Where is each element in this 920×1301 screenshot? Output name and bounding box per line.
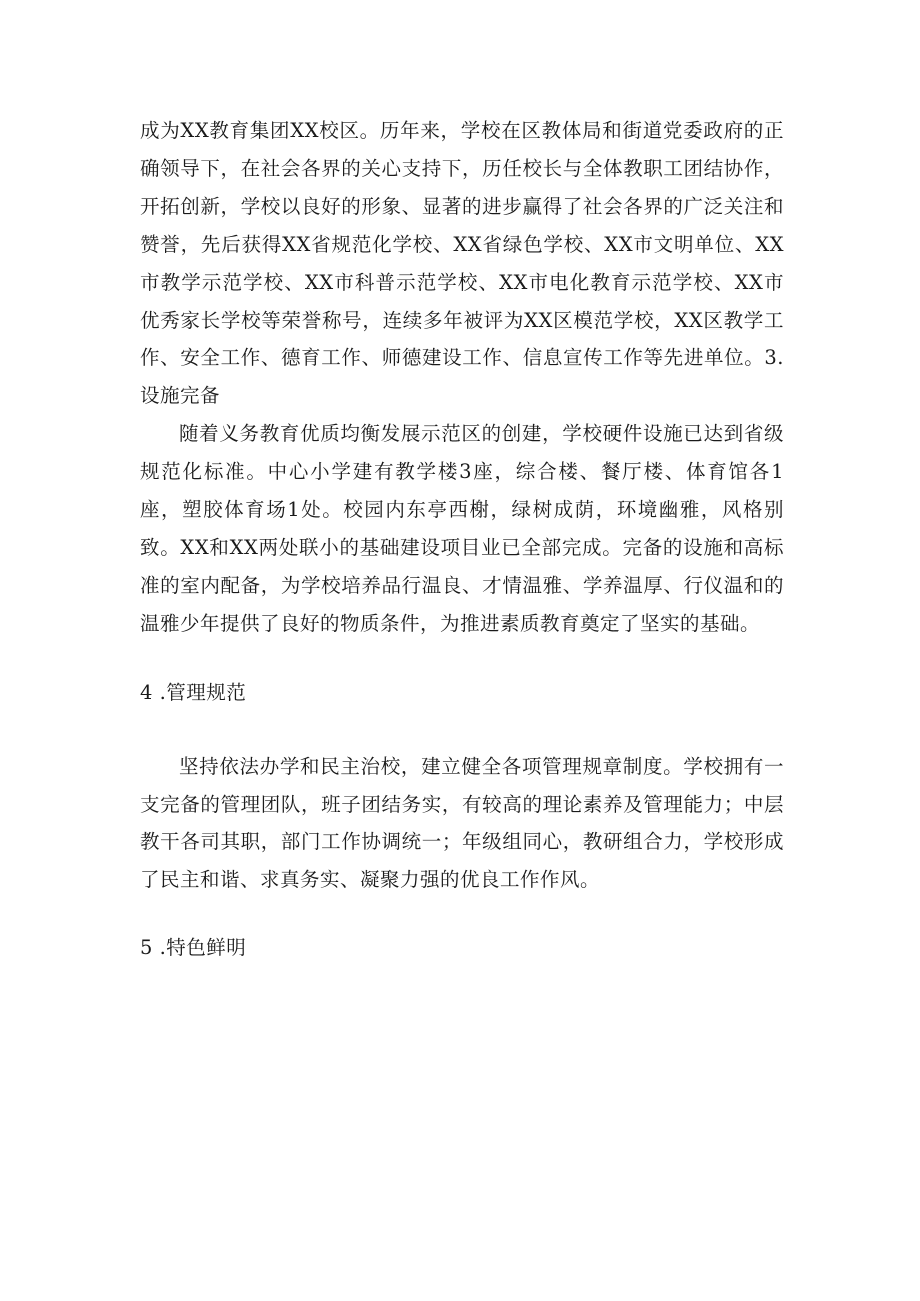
paragraph-school-honors: 成为XX教育集团XX校区。历年来，学校在区教体局和街道党委政府的正确领导下，在社会各界的关心支持下，历任校长与全体教职工团结协作，开拓创新，学校以良好的形象、显著的进步赢得了社会各界的广泛关注和赞誉，先后获得XX省规范化学校、XX省绿色学校、XX市文明单位、XX市教学示范学校、XX市科普示范学校、XX市电化教育示范学校、XX市优秀家长学校等荣誉称号，连续多年被评为XX区模范学校，XX区教学工作、安全工作、德育工作、师德建设工作、信息宣传工作等先进单位。3.设施完备 — [140, 119, 784, 408]
paragraph-management: 坚持依法办学和民主治校，建立健全各项管理规章制度。学校拥有一支完备的管理团队，班子团结务实，有较高的理论素养及管理能力；中层教干各司其职，部门工作协调统一；年级组同心，教研组合力，学校形成了民主和谐、求真务实、凝聚力强的优良工作作风。 — [140, 754, 784, 892]
section-heading-management: 4 .管理规范 — [140, 680, 247, 704]
document-body — [140, 112, 784, 967]
paragraph-facilities: 随着义务教育优质均衡发展示范区的创建，学校硬件设施已达到省级规范化标准。中心小学建有教学楼3座，综合楼、餐厅楼、体育馆各1座，塑胶体育场1处。校园内东亭西榭，绿树成荫，环境幽雅，风格别致。XX和XX两处联小的基础建设项目业已全部完成。完备的设施和高标准的室内配备，为学校培养品行温良、才情温雅、学养温厚、行仪温和的温雅少年提供了良好的物质条件，为推进素质教育奠定了坚实的基础。 — [140, 422, 784, 635]
section-heading-features: 5 .特色鲜明 — [140, 936, 247, 960]
